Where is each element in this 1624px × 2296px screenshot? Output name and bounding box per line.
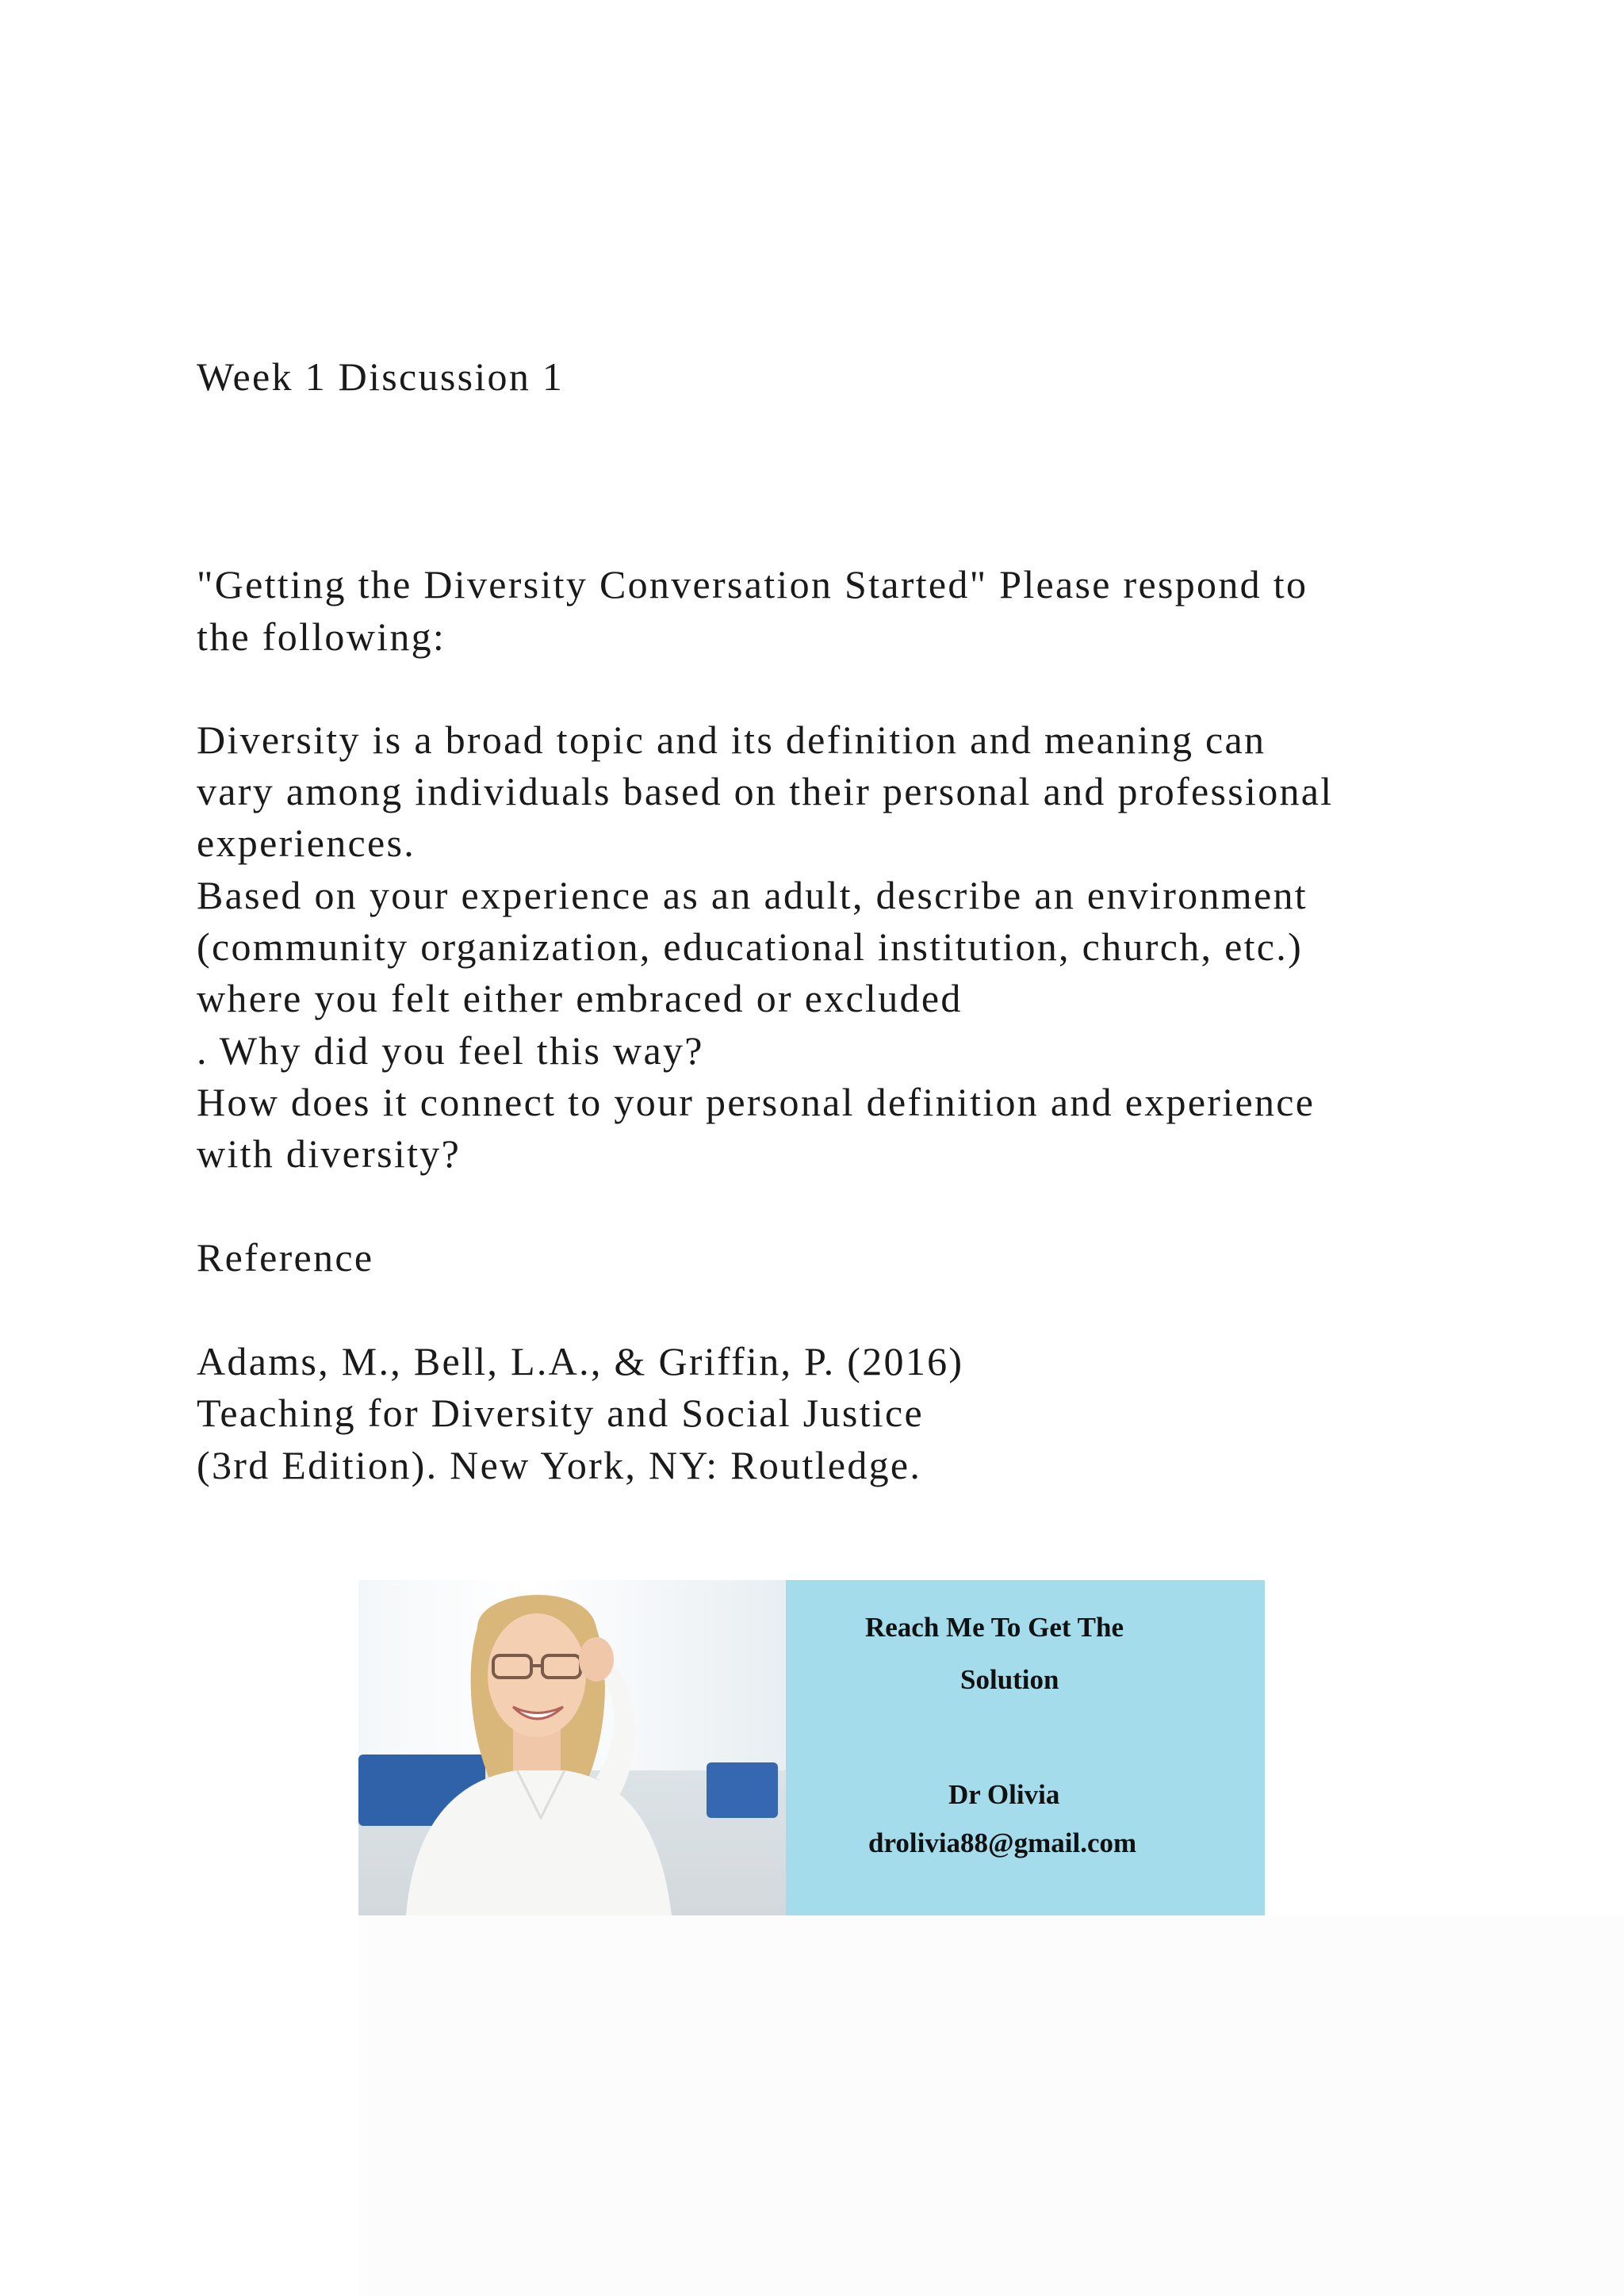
banner-email[interactable]: drolivia88@gmail.com (868, 1827, 1137, 1858)
body-line-6: where you felt either embraced or excluded (197, 976, 963, 1020)
woman-illustration (358, 1580, 786, 1915)
reference-heading: Reference (197, 1235, 374, 1280)
banner-line-2: Solution (960, 1664, 1059, 1695)
reference-line-2: Teaching for Diversity and Social Justice (197, 1391, 924, 1435)
body-line-8: How does it connect to your personal definition and experience (197, 1080, 1316, 1124)
woman-portrait-image (358, 1580, 786, 1915)
banner-name: Dr Olivia (948, 1779, 1060, 1810)
body-line-1: Diversity is a broad topic and its definition and meaning can (197, 718, 1266, 762)
body-line-3: experiences. (197, 821, 416, 865)
body-line-5: (community organization, educational institution, church, etc.) (197, 924, 1304, 969)
contact-info-panel (786, 1580, 1265, 1915)
page-shade-area (358, 1915, 1624, 2296)
body-line-2: vary among individuals based on their personal and professional (197, 769, 1334, 813)
prompt-line-1: "Getting the Diversity Conversation Started" Please respond to (197, 562, 1308, 607)
banner-line-1: Reach Me To Get The (865, 1612, 1124, 1643)
contact-banner (358, 1580, 1265, 1915)
body-line-7: . Why did you feel this way? (197, 1028, 704, 1073)
reference-line-3: (3rd Edition). New York, NY: Routledge. (197, 1443, 922, 1487)
body-line-4: Based on your experience as an adult, describe an environment (197, 873, 1308, 917)
document-title: Week 1 Discussion 1 (197, 354, 565, 399)
prompt-line-2: the following: (197, 614, 446, 659)
body-line-9: with diversity? (197, 1131, 462, 1176)
reference-line-1: Adams, M., Bell, L.A., & Griffin, P. (2016) (197, 1339, 964, 1383)
